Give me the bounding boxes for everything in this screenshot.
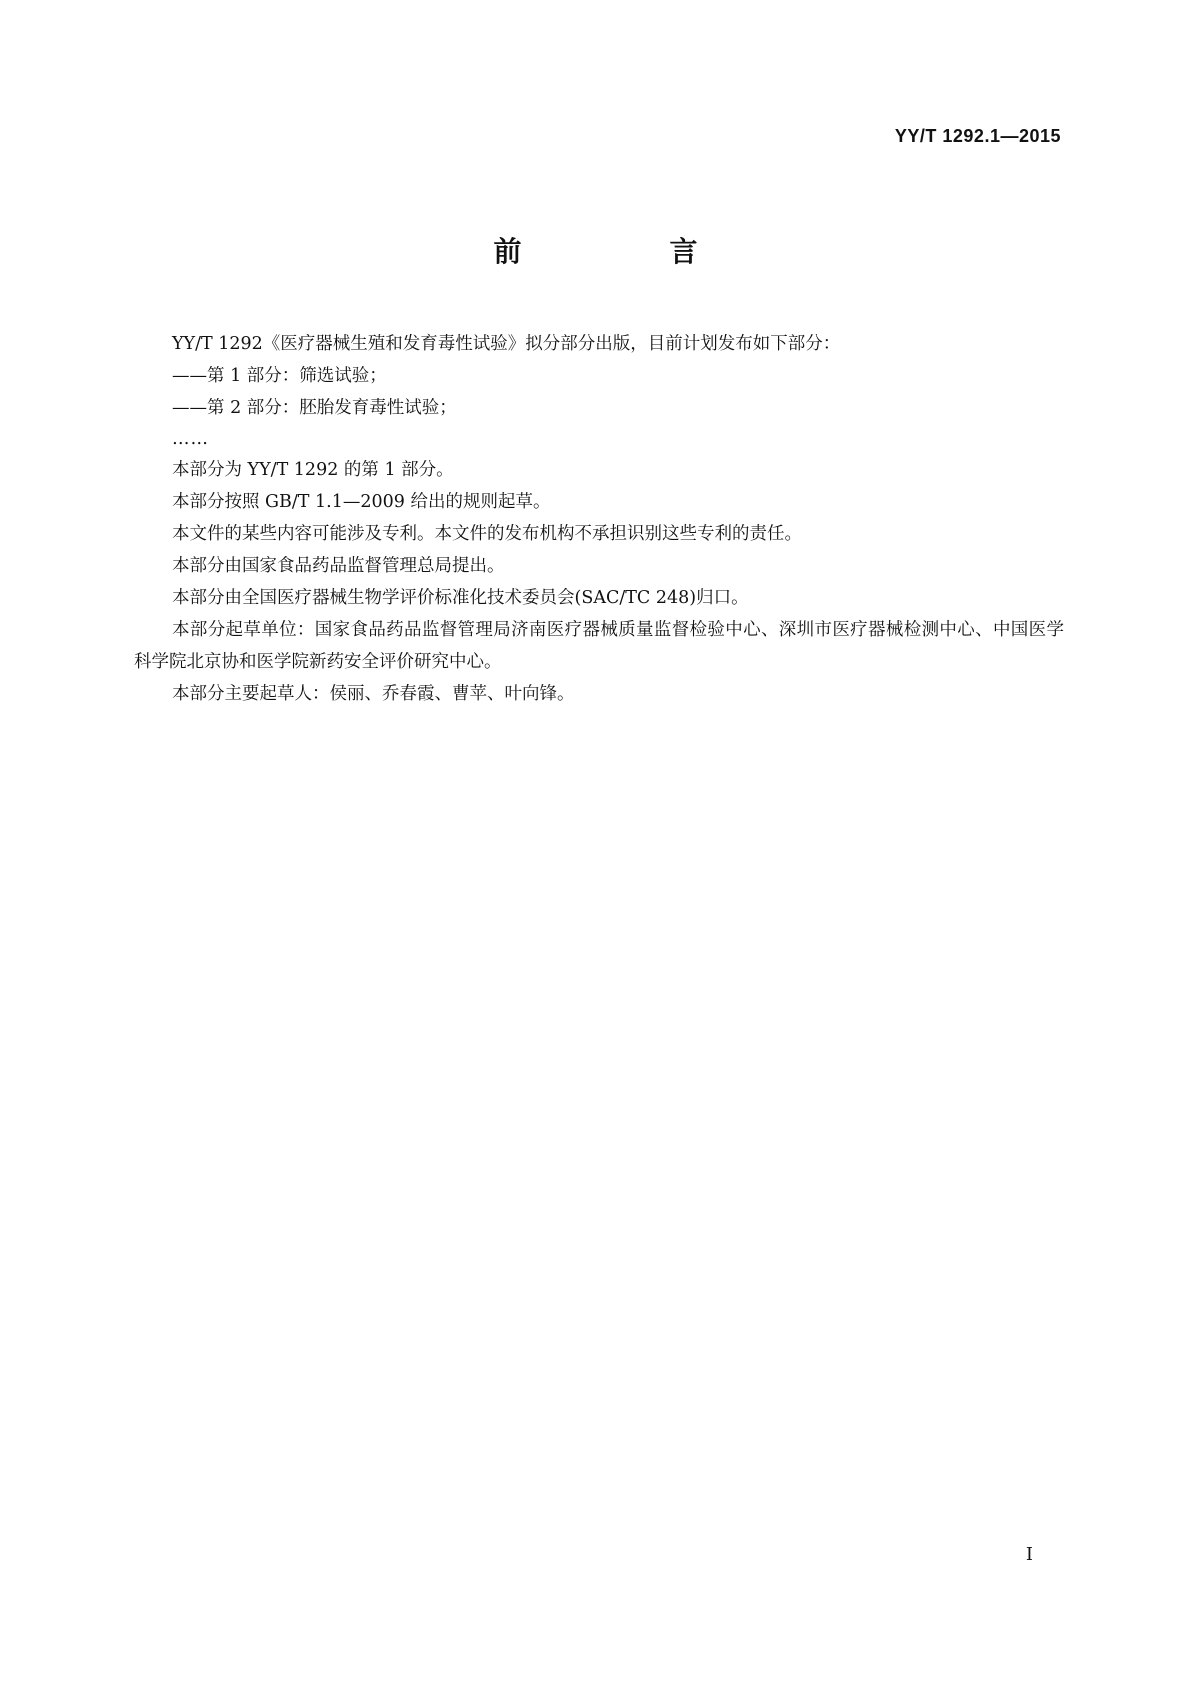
page-number: I bbox=[1025, 1544, 1033, 1565]
standard-number: YY/T 1292.1—2015 bbox=[894, 126, 1061, 146]
paragraph-proposed: 本部分由国家食品药品监督管理总局提出。 bbox=[172, 556, 505, 576]
paragraph-patent: 本文件的某些内容可能涉及专利。本文件的发布机构不承担识别这些专利的责任。 bbox=[172, 524, 802, 544]
foreword-body bbox=[134, 328, 1064, 710]
list-ellipsis: …… bbox=[172, 429, 209, 449]
paragraph-drafting-units: 本部分起草单位：国家食品药品监督管理局济南医疗器械质量监督检验中心、深圳市医疗器械检测中心、中国医学科学院北京协和医学院新药安全评价研究中心。 bbox=[134, 620, 1064, 672]
paragraph-rules: 本部分按照 GB/T 1.1—2009 给出的规则起草。 bbox=[172, 492, 551, 512]
paragraph-committee: 本部分由全国医疗器械生物学评价标准化技术委员会(SAC/TC 248)归口。 bbox=[172, 588, 749, 608]
list-item-part2: ——第 2 部分：胚胎发育毒性试验； bbox=[172, 398, 457, 418]
intro-paragraph: YY/T 1292《医疗器械生殖和发育毒性试验》拟分部分出版，目前计划发布如下部分： bbox=[172, 334, 841, 354]
list-item-part1: ——第 1 部分：筛选试验； bbox=[172, 366, 387, 386]
page-title: 前 言 bbox=[493, 235, 758, 268]
paragraph-drafters: 本部分主要起草人：侯丽、乔春霞、曹苹、叶向锋。 bbox=[172, 684, 575, 704]
paragraph-part: 本部分为 YY/T 1292 的第 1 部分。 bbox=[172, 460, 454, 480]
